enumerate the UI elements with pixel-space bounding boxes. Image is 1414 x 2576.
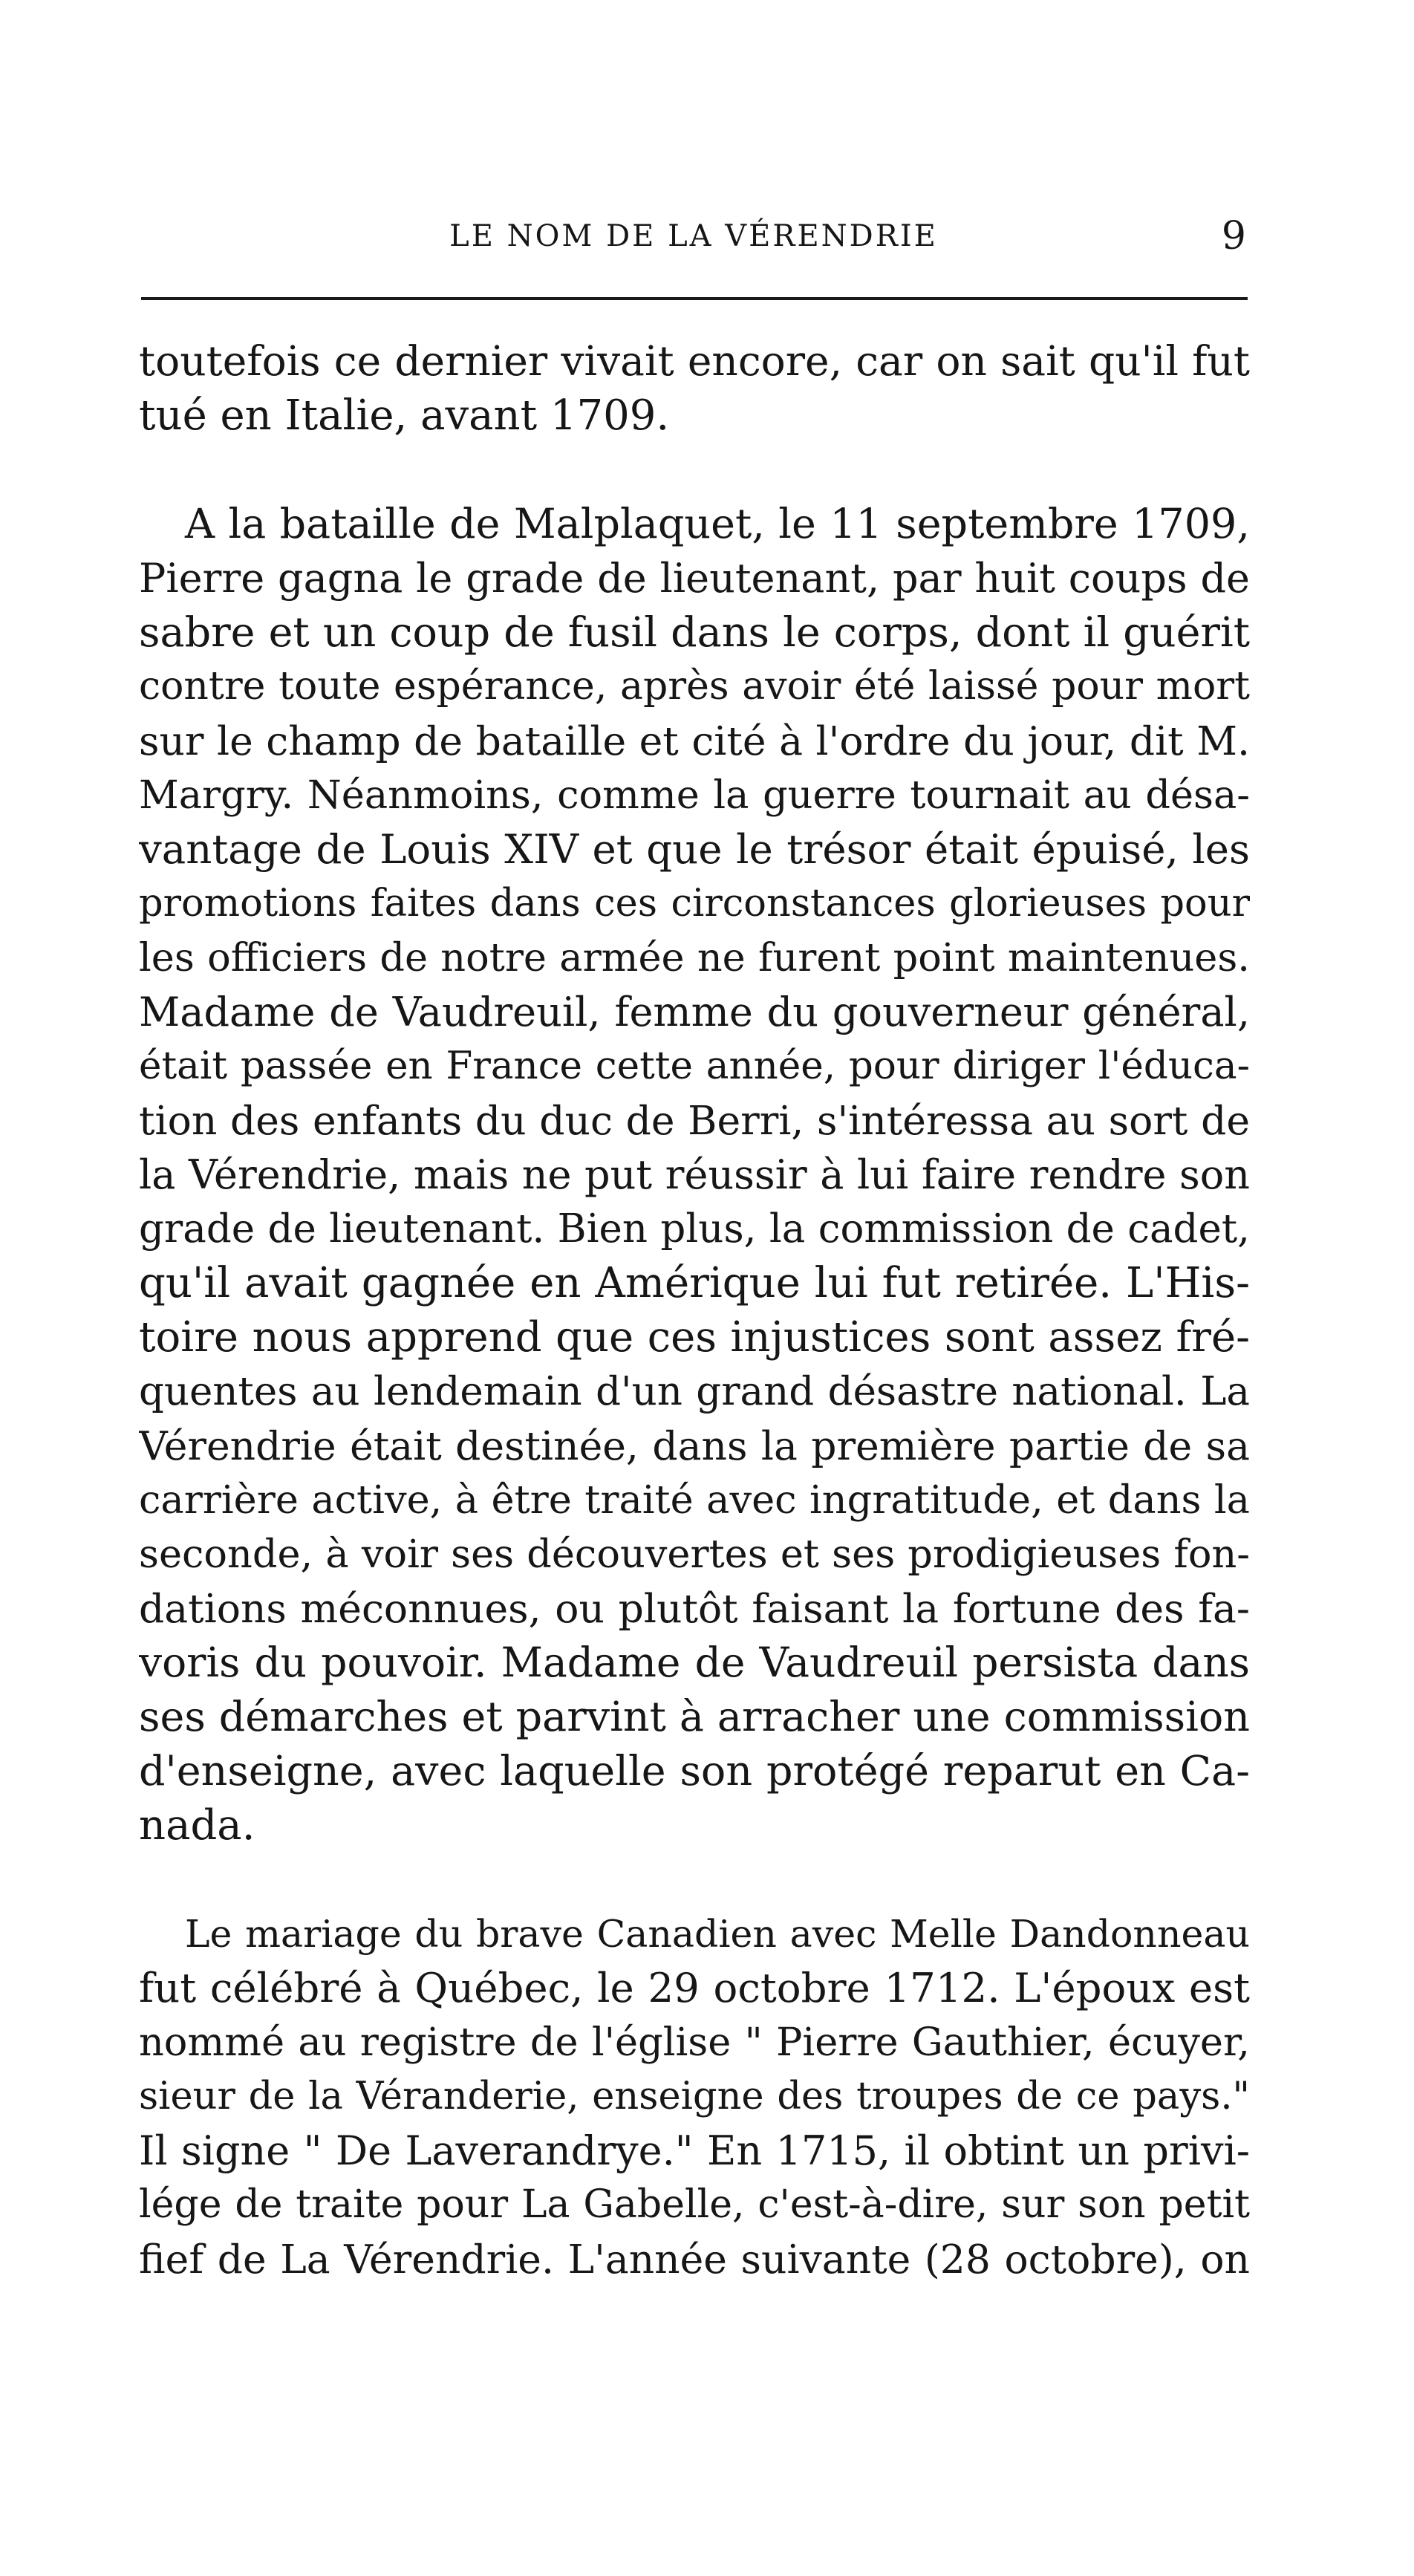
paragraph-gap	[139, 443, 1250, 497]
text-line: toutefois ce dernier vivait encore, car on sait qu'il fut	[139, 337, 1250, 385]
text-line: nommé au registre de l'église " Pierre Gauthier, écuyer,	[139, 2020, 1250, 2065]
paragraph-gap	[139, 1853, 1250, 1907]
text-line: la Vérendrie, mais ne put réussir à lui faire rendre son	[139, 1151, 1250, 1198]
text-line: sieur de la Véranderie, enseigne des troupes de ce pays."	[139, 2075, 1250, 2118]
header-rule	[141, 297, 1248, 300]
text-line: Pierre gagna le grade de lieutenant, par huit coups de	[139, 555, 1250, 602]
running-head	[141, 209, 1246, 269]
text-line: dations méconnues, ou plutôt faisant la fortune des fa-	[139, 1585, 1250, 1632]
text-line: tion des enfants du duc de Berri, s'intéressa au sort de	[139, 1097, 1250, 1144]
text-line: seconde, à voir ses découvertes et ses prodigieuses fon-	[139, 1532, 1250, 1577]
text-line: toire nous apprend que ces injustices sont assez fré-	[139, 1313, 1250, 1362]
text-line: A la bataille de Malplaquet, le 11 septembre 1709,	[185, 500, 1250, 548]
text-line: ses démarches et parvint à arracher une commission	[139, 1693, 1250, 1741]
text-line: tué en Italie, avant 1709.	[139, 391, 670, 440]
text-line: Madame de Vaudreuil, femme du gouverneur général,	[139, 989, 1250, 1035]
text-line: Vérendrie était destinée, dans la première partie de sa	[139, 1422, 1250, 1469]
text-line: sabre et un coup de fusil dans le corps, dont il guérit	[139, 608, 1250, 657]
text-line: Il signe " De Laverandrye." En 1715, il obtint un privi-	[139, 2127, 1250, 2174]
text-line: sur le champ de bataille et cité à l'ordre du jour, dit M.	[139, 718, 1250, 764]
body-text	[139, 334, 1250, 2286]
text-line: qu'il avait gagnée en Amérique lui fut retirée. L'His-	[139, 1259, 1250, 1307]
paragraph-2	[139, 497, 1250, 1853]
text-line: carrière active, à être traité avec ingratitude, et dans la	[139, 1477, 1250, 1523]
paragraph-3	[139, 1907, 1250, 2286]
text-line: fief de La Vérendrie. L'année suivante (28 octobre), on	[139, 2236, 1250, 2283]
running-title: LE NOM DE LA VÉRENDRIE	[449, 219, 938, 253]
text-line: vantage de Louis XIV et que le trésor était épuisé, les	[139, 825, 1250, 873]
page-number: 9	[1221, 214, 1246, 258]
text-line: contre toute espérance, après avoir été laissé pour mort	[139, 664, 1250, 709]
text-line: quentes au lendemain d'un grand désastre national. La	[139, 1369, 1250, 1414]
text-line: d'enseigne, avec laquelle son protégé reparut en Ca-	[139, 1747, 1250, 1795]
text-line: Le mariage du brave Canadien avec Melle Dandonneau	[185, 1912, 1250, 1956]
text-line: Margry. Néanmoins, comme la guerre tournait au désa-	[139, 773, 1250, 818]
text-line: nada.	[139, 1801, 255, 1850]
text-line: grade de lieutenant. Bien plus, la commission de cadet,	[139, 1206, 1250, 1252]
text-line: les officiers de notre armée ne furent point maintenues.	[139, 935, 1250, 980]
text-line: était passée en France cette année, pour diriger l'éduca-	[139, 1044, 1250, 1088]
text-line: fut célébré à Québec, le 29 octobre 1712. L'époux est	[139, 1964, 1250, 2011]
text-line: promotions faites dans ces circonstances glorieuses pour	[139, 882, 1250, 926]
paragraph-1	[139, 334, 1250, 443]
text-line: lége de traite pour La Gabelle, c'est-à-dire, sur son petit	[139, 2182, 1250, 2227]
text-line: voris du pouvoir. Madame de Vaudreuil persista dans	[139, 1639, 1250, 1686]
